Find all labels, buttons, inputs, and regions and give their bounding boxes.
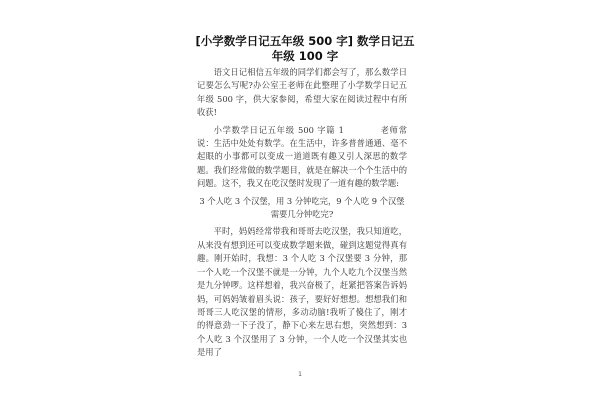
intro-paragraph: 语文日记相信五年级的同学们都会写了，那么数学日记要怎么写呢?办公室王老师在此整理了小学数学日记五年级 500 字，供大家参阅，希望大家在阅读过程中有所收获! (197, 67, 407, 118)
page-number: 1 (298, 371, 302, 378)
problem-statement: 3 个人吃 3 个汉堡，用 3 分钟吃完，9 个人吃 9 个汉堡需要几分钟吃完? (199, 195, 405, 220)
essay-paragraph: 平时，妈妈经常带我和哥哥去吃汉堡，我只知道吃，从来没有想到还可以变成数学题来做，碰到这题觉得真有趣。刚开始时，我想：3 个人吃 3 个汉堡要 3 分钟，那一个人吃一个汉堡不就是一分钟，九个人吃九个汉堡当然是九分钟啰。这样想着，我兴奋极了，赶紧把答案告诉妈妈，可妈妈皱着眉头说：孩子，要好好想想。想想我们和哥哥三人吃汉堡的情形，多动动脑!我听了傻住了，刚才的得意劲一下子没了，静下心来左思右想，突然想到：3 个人吃 3 个汉堡用了 3 分钟，一个人吃一个汉堡其实也是用了 (197, 226, 407, 358)
page-title: [小学数学日记五年级 500 字] 数学日记五年级 100 字 (195, 34, 415, 63)
essay-paragraph: 小学数学日记五年级 500 字篇 1 老师常说：生活中处处有数学。在生活中，许多普普通通、毫不起眼的小事都可以变成一道道既有趣又引人深思的数学题。我们经常做的数学题目，就是在解决一个个生活中的问题。这不，我又在吃汉堡时发现了一道有趣的数学题: (197, 124, 407, 189)
document-body (197, 66, 407, 360)
